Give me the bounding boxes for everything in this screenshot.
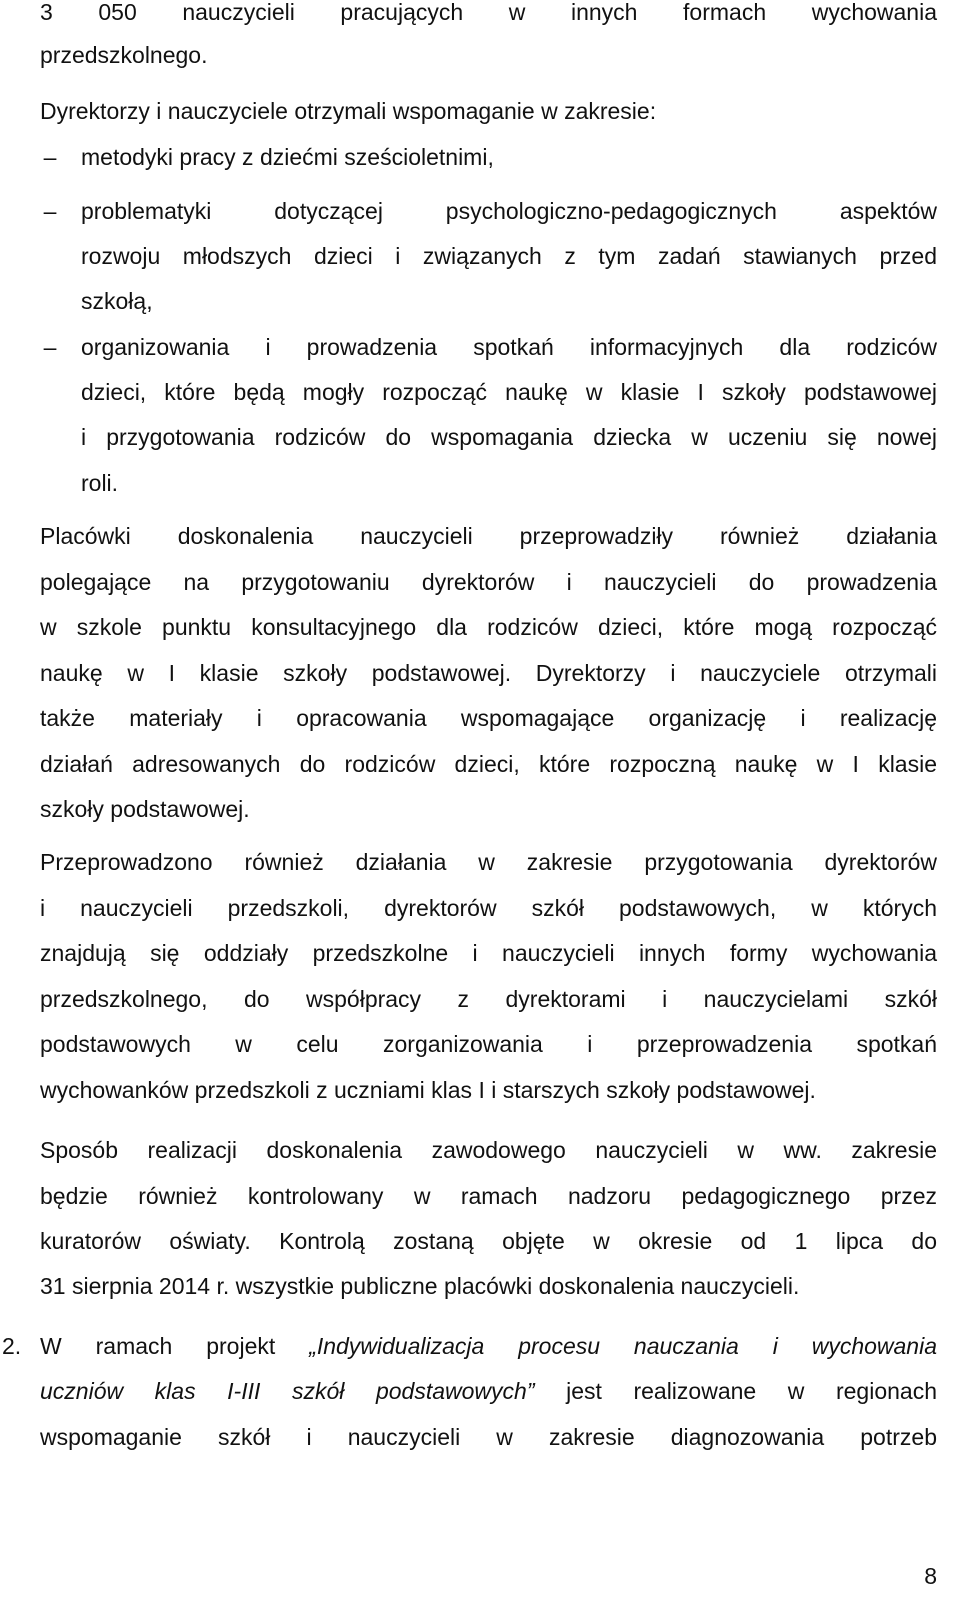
text-line: także materiały i opracowania wspomagające organizację i realizację [40, 705, 937, 731]
text-line: wychowanków przedszkoli z uczniami klas I i starszych szkoły podstawowej. [40, 1077, 816, 1103]
text-line: przedszkolnego. [40, 42, 208, 68]
text-line: 31 sierpnia 2014 r. wszystkie publiczne placówki doskonalenia nauczycieli. [40, 1273, 800, 1299]
text-line: dzieci, które będą mogły rozpocząć naukę w klasie I szkoły podstawowej [81, 379, 937, 405]
text-line: przedszkolnego, do współpracy z dyrektorami i nauczycielami szkół [40, 986, 937, 1012]
project-title: uczniów klas I-III szkół podstawowych” [40, 1378, 535, 1404]
text-line: szkoły podstawowej. [40, 796, 250, 822]
text-line: znajdują się oddziały przedszkolne i nauczycieli innych formy wychowania [40, 940, 937, 966]
text-line: polegające na przygotowaniu dyrektorów i nauczycieli do prowadzenia [40, 569, 937, 595]
text-line: rozwoju młodszych dzieci i związanych z tym zadań stawianych przed [81, 243, 937, 269]
text-line: i przygotowania rodziców do wspomagania dziecka w uczeniu się nowej [81, 424, 937, 450]
text-run: W ramach projekt [40, 1333, 276, 1359]
list-number: 2. [2, 1333, 22, 1359]
text-line [40, 1375, 937, 1407]
text-line: organizowania i prowadzenia spotkań informacyjnych dla rodziców [81, 334, 937, 360]
text-line: 3 050 nauczycieli pracujących w innych formach wychowania [40, 0, 937, 25]
text-line: w szkole punktu konsultacyjnego dla rodziców dzieci, które mogą rozpocząć [40, 614, 937, 640]
page-number: 8 [924, 1563, 937, 1589]
text-line: kuratorów oświaty. Kontrolą zostaną objęte w okresie od 1 lipca do [40, 1228, 937, 1254]
text-run: jest realizowane w regionach [566, 1378, 937, 1404]
text-line: podstawowych w celu zorganizowania i przeprowadzenia spotkań [40, 1031, 937, 1057]
text-line: problematyki dotyczącej psychologiczno-pedagogicznych aspektów [81, 198, 937, 224]
text-line: Placówki doskonalenia nauczycieli przeprowadziły również działania [40, 523, 937, 549]
text-line: metodyki pracy z dziećmi sześcioletnimi, [81, 144, 494, 170]
bullet-dash: – [43, 334, 57, 360]
text-line: Przeprowadzono również działania w zakresie przygotowania dyrektorów [40, 849, 937, 875]
text-line: działań adresowanych do rodziców dzieci, które rozpoczną naukę w I klasie [40, 751, 937, 777]
text-line: szkołą, [81, 288, 153, 314]
text-line: Dyrektorzy i nauczyciele otrzymali wspomaganie w zakresie: [40, 98, 657, 124]
text-line: Sposób realizacji doskonalenia zawodowego nauczycieli w ww. zakresie [40, 1137, 937, 1163]
bullet-dash: – [43, 198, 57, 224]
text-line [40, 1330, 937, 1362]
text-line: naukę w I klasie szkoły podstawowej. Dyrektorzy i nauczyciele otrzymali [40, 660, 937, 686]
text-line: i nauczycieli przedszkoli, dyrektorów szkół podstawowych, w których [40, 895, 937, 921]
text-line: roli. [81, 470, 119, 496]
text-line: wspomaganie szkół i nauczycieli w zakresie diagnozowania potrzeb [40, 1424, 937, 1450]
text-line: będzie również kontrolowany w ramach nadzoru pedagogicznego przez [40, 1183, 937, 1209]
bullet-dash: – [43, 144, 57, 170]
project-title: „Indywidualizacja procesu nauczania i wychowania [309, 1333, 937, 1359]
